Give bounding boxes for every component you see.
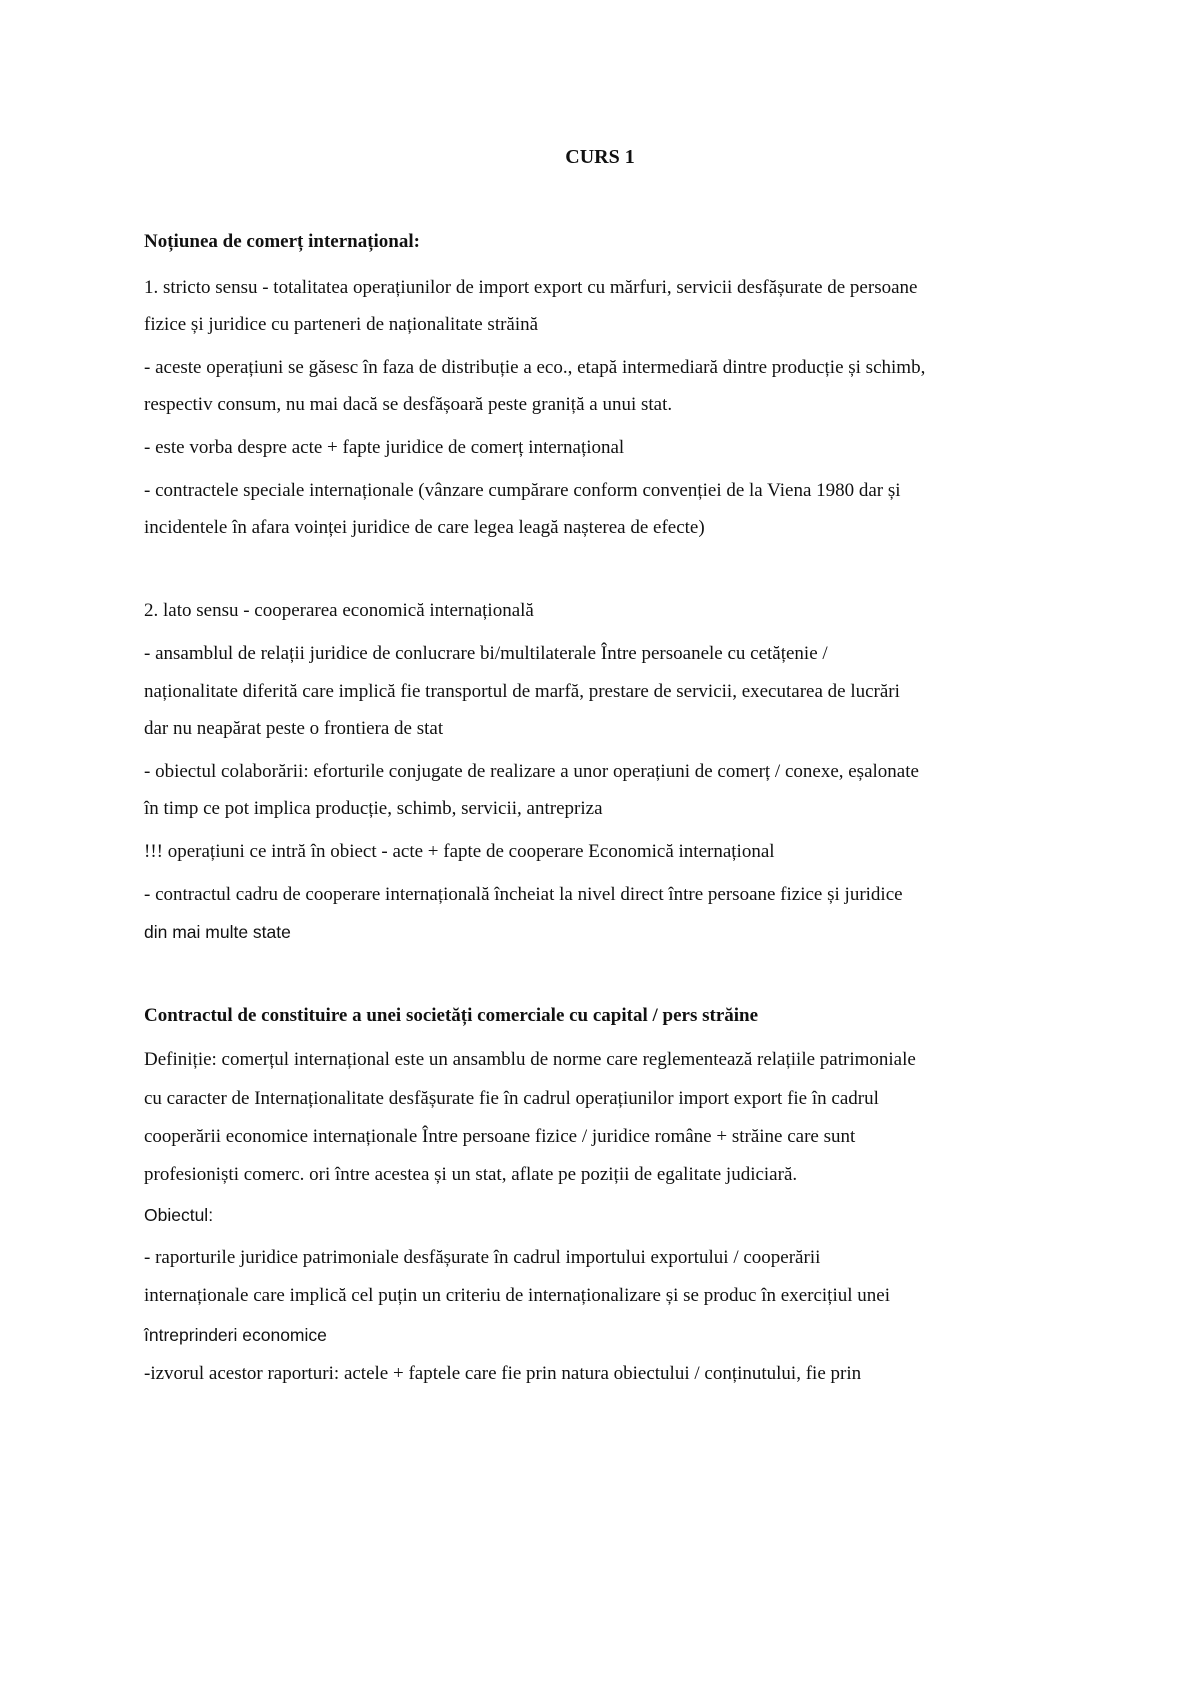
- paragraph-line: incidentele în afara voinței juridice de care legea leagă nașterea de efecte): [144, 517, 705, 538]
- paragraph-line: internaționale care implică cel puțin un criteriu de internaționalizare și se produc în exercițiul unei: [144, 1285, 890, 1306]
- paragraph-line: din mai multe state: [144, 922, 291, 942]
- paragraph-line: -izvorul acestor raporturi: actele + faptele care fie prin natura obiectului / conținutului, fie prin: [144, 1363, 862, 1384]
- paragraph-line: Obiectul:: [144, 1205, 214, 1225]
- paragraph-line: !!! operațiuni ce intră în obiect - acte + fapte de cooperare Economică internațional: [144, 841, 775, 862]
- paragraph-line: naționalitate diferită care implică fie transportul de marfă, prestare de servicii, executarea de lucrări: [144, 681, 900, 702]
- paragraph-line: în timp ce pot implica producție, schimb, servicii, antrepriza: [144, 798, 603, 819]
- paragraph-line: 2. lato sensu - cooperarea economică internațională: [144, 600, 534, 621]
- paragraph-line: întreprinderi economice: [144, 1325, 327, 1345]
- section-heading-contractul: Contractul de constituire a unei societăți comerciale cu capital / pers străine: [144, 1005, 759, 1026]
- paragraph-line: - obiectul colaborării: eforturile conjugate de realizare a unor operațiuni de comerț / conexe, eșalonate: [144, 761, 919, 782]
- paragraph-line: cooperării economice internaționale Între persoane fizice / juridice române + străine care sunt: [144, 1126, 856, 1147]
- paragraph-line: cu caracter de Internaționalitate desfășurate fie în cadrul operațiunilor import export fie în cadrul: [144, 1088, 879, 1109]
- paragraph-line: - contractul cadru de cooperare internațională încheiat la nivel direct între persoane fizice și juridice: [144, 884, 903, 905]
- paragraph-line: fizice și juridice cu parteneri de naționalitate străină: [144, 314, 539, 335]
- paragraph-line: dar nu neapărat peste o frontiera de stat: [144, 718, 444, 739]
- section-heading-notiunea: Noțiunea de comerț internațional:: [144, 231, 420, 252]
- paragraph-line: - aceste operațiuni se găsesc în faza de distribuție a eco., etapă intermediară dintre producție și schimb,: [144, 357, 926, 378]
- paragraph-line: respectiv consum, nu mai dacă se desfășoară peste graniță a unui stat.: [144, 394, 673, 415]
- paragraph-line: - ansamblul de relații juridice de conlucrare bi/multilaterale Între persoanele cu cetățenie /: [144, 643, 828, 664]
- paragraph-line: - este vorba despre acte + fapte juridice de comerț internațional: [144, 437, 625, 458]
- paragraph-line: Definiție: comerțul internațional este un ansamblu de norme care reglementează relațiile patrimoniale: [144, 1049, 916, 1070]
- paragraph-line: - contractele speciale internaționale (vânzare cumpărare conform convenției de la Viena 1980 dar și: [144, 480, 901, 501]
- paragraph-line: 1. stricto sensu - totalitatea operațiunilor de import export cu mărfuri, servicii desfășurate de persoane: [144, 277, 918, 298]
- paragraph-line: - raporturile juridice patrimoniale desfășurate în cadrul importului exportului / cooperării: [144, 1247, 821, 1268]
- paragraph-line: profesioniști comerc. ori între acestea și un stat, aflate pe poziții de egalitate judiciară.: [144, 1164, 798, 1185]
- page-title: CURS 1: [565, 146, 635, 168]
